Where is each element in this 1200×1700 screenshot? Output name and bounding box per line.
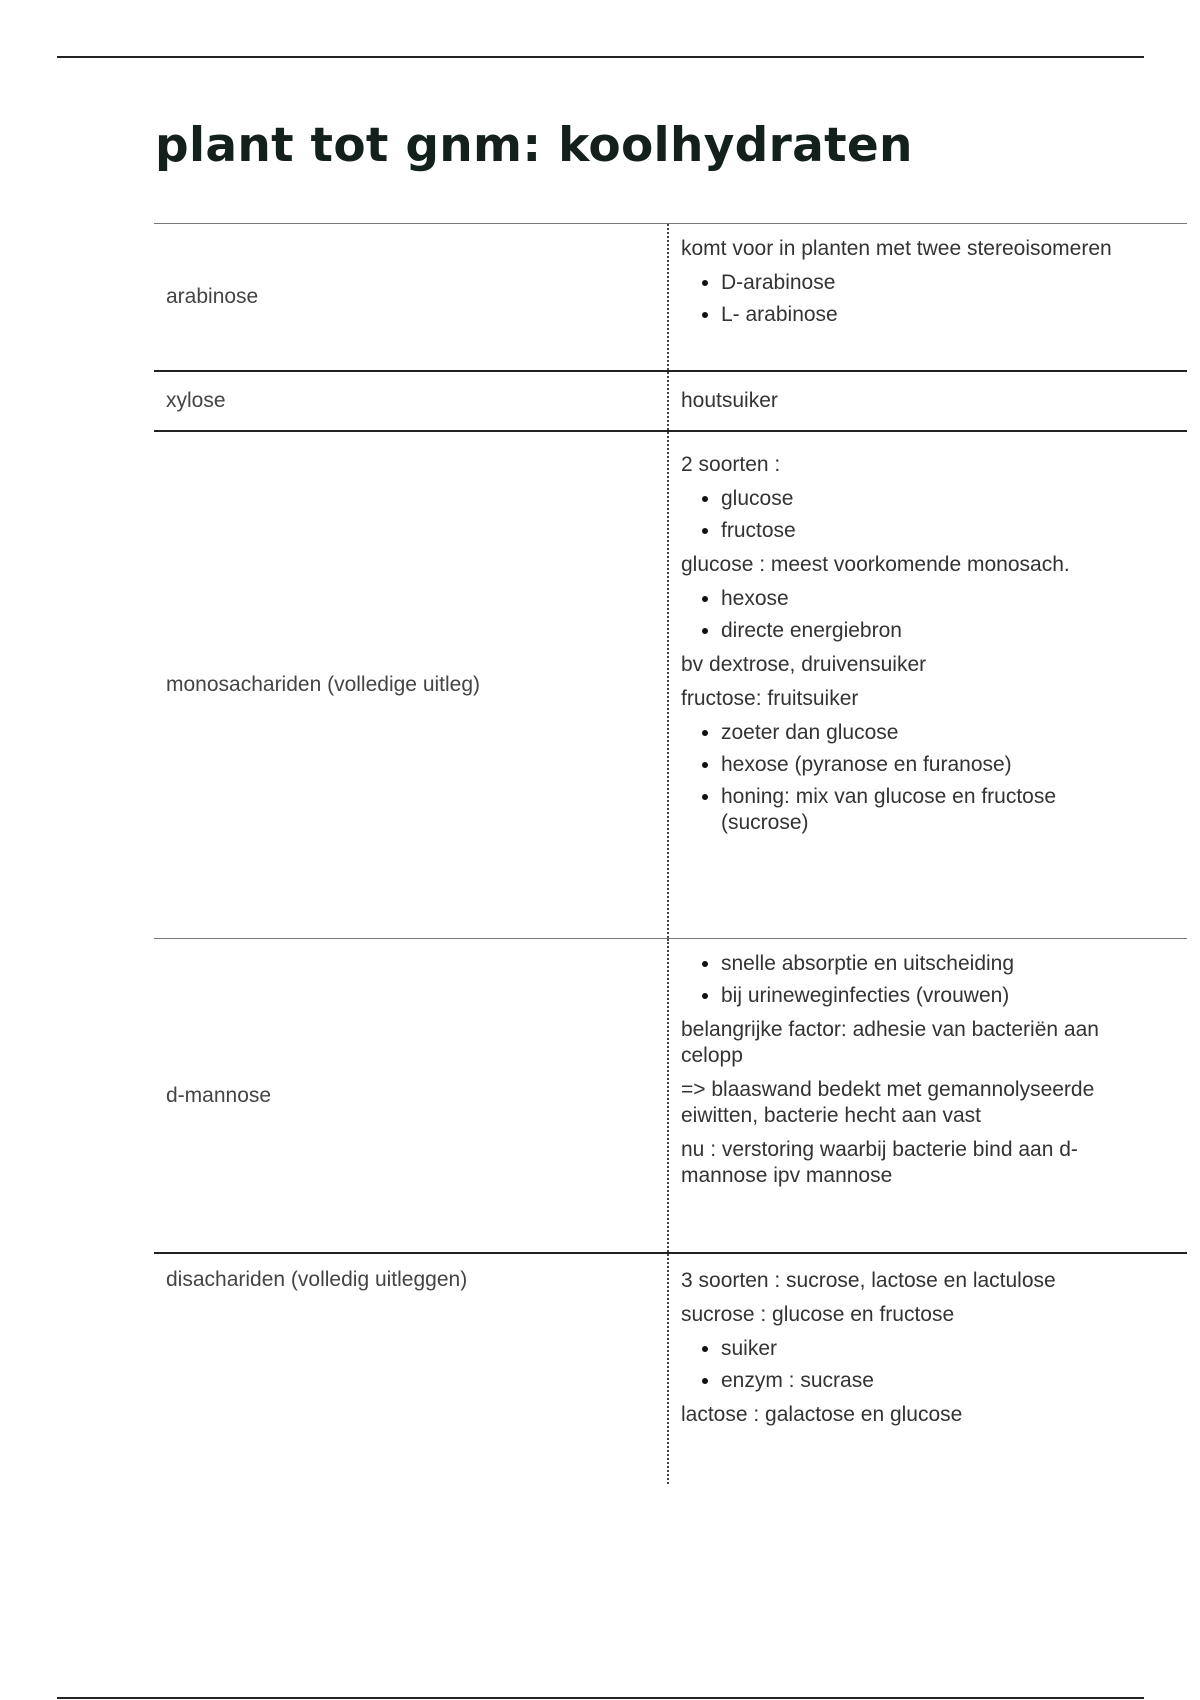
bullet-list bbox=[681, 586, 1177, 644]
definition-text: bv dextrose, druivensuiker bbox=[681, 653, 927, 676]
definition-cell bbox=[667, 1254, 1187, 1484]
definition-text: fructose: fruitsuiker bbox=[681, 687, 859, 710]
bullet-list bbox=[681, 951, 1177, 1009]
definition-cell bbox=[667, 939, 1187, 1252]
table-row bbox=[154, 370, 1187, 430]
definition-cell bbox=[667, 224, 1187, 370]
page-title: plant tot gnm: koolhydraten bbox=[155, 118, 913, 173]
list-item: • D-arabinose bbox=[721, 270, 1177, 296]
list-item: • fructose bbox=[721, 518, 1177, 544]
definition-text: => blaaswand bedekt met gemannolyseerde eiwitten, bacterie hecht aan vast bbox=[681, 1078, 1095, 1127]
list-item: • snelle absorptie en uitscheiding bbox=[721, 951, 1177, 977]
term-cell bbox=[154, 224, 667, 370]
list-item: • L- arabinose bbox=[721, 302, 1177, 328]
definition-text: sucrose : glucose en fructose bbox=[681, 1303, 955, 1326]
term-label: d-mannose bbox=[166, 1083, 272, 1107]
term-label: monosachariden (volledige uitleg) bbox=[166, 673, 481, 696]
definition-text: komt voor in planten met twee stereoisomeren bbox=[681, 237, 1112, 260]
bullet-list bbox=[681, 270, 1177, 328]
definition-text: lactose : galactose en glucose bbox=[681, 1403, 963, 1426]
bullet-list bbox=[681, 720, 1177, 836]
definitions-table bbox=[154, 223, 1187, 1484]
table-row bbox=[154, 430, 1187, 938]
term-cell bbox=[154, 1254, 667, 1484]
list-item: • directe energiebron bbox=[721, 618, 1177, 644]
definition-text: glucose : meest voorkomende monosach. bbox=[681, 553, 1070, 576]
definition-text: belangrijke factor: adhesie van bacteriën aan celopp bbox=[681, 1018, 1099, 1067]
list-item: • bij urineweginfecties (vrouwen) bbox=[721, 983, 1177, 1009]
definition-cell bbox=[667, 372, 1187, 430]
definition-cell bbox=[667, 432, 1187, 938]
bullet-list bbox=[681, 486, 1177, 544]
list-item: • glucose bbox=[721, 486, 1177, 512]
term-label: disachariden (volledig uitleggen) bbox=[166, 1268, 468, 1291]
table-row bbox=[154, 1252, 1187, 1484]
list-item: • hexose bbox=[721, 586, 1177, 612]
definition-text: nu : verstoring waarbij bacterie bind aan d-mannose ipv mannose bbox=[681, 1138, 1078, 1187]
table-row bbox=[154, 938, 1187, 1252]
term-label: xylose bbox=[166, 389, 226, 412]
definition-text: 3 soorten : sucrose, lactose en lactulose bbox=[681, 1269, 1056, 1292]
term-cell bbox=[154, 372, 667, 430]
table-row bbox=[154, 223, 1187, 370]
top-rule bbox=[57, 56, 1144, 58]
list-item: • suiker bbox=[721, 1336, 1177, 1362]
definition-text: houtsuiker bbox=[681, 389, 778, 412]
definition-text: 2 soorten : bbox=[681, 453, 781, 476]
list-item: • enzym : sucrase bbox=[721, 1368, 1177, 1394]
list-item: • zoeter dan glucose bbox=[721, 720, 1177, 746]
term-cell bbox=[154, 939, 667, 1252]
list-item: • hexose (pyranose en furanose) bbox=[721, 752, 1177, 778]
bottom-rule bbox=[57, 1697, 1144, 1699]
term-cell bbox=[154, 432, 667, 938]
term-label: arabinose bbox=[166, 285, 259, 308]
list-item: • honing: mix van glucose en fructose (sucrose) bbox=[721, 784, 1177, 836]
bullet-list bbox=[681, 1336, 1177, 1394]
